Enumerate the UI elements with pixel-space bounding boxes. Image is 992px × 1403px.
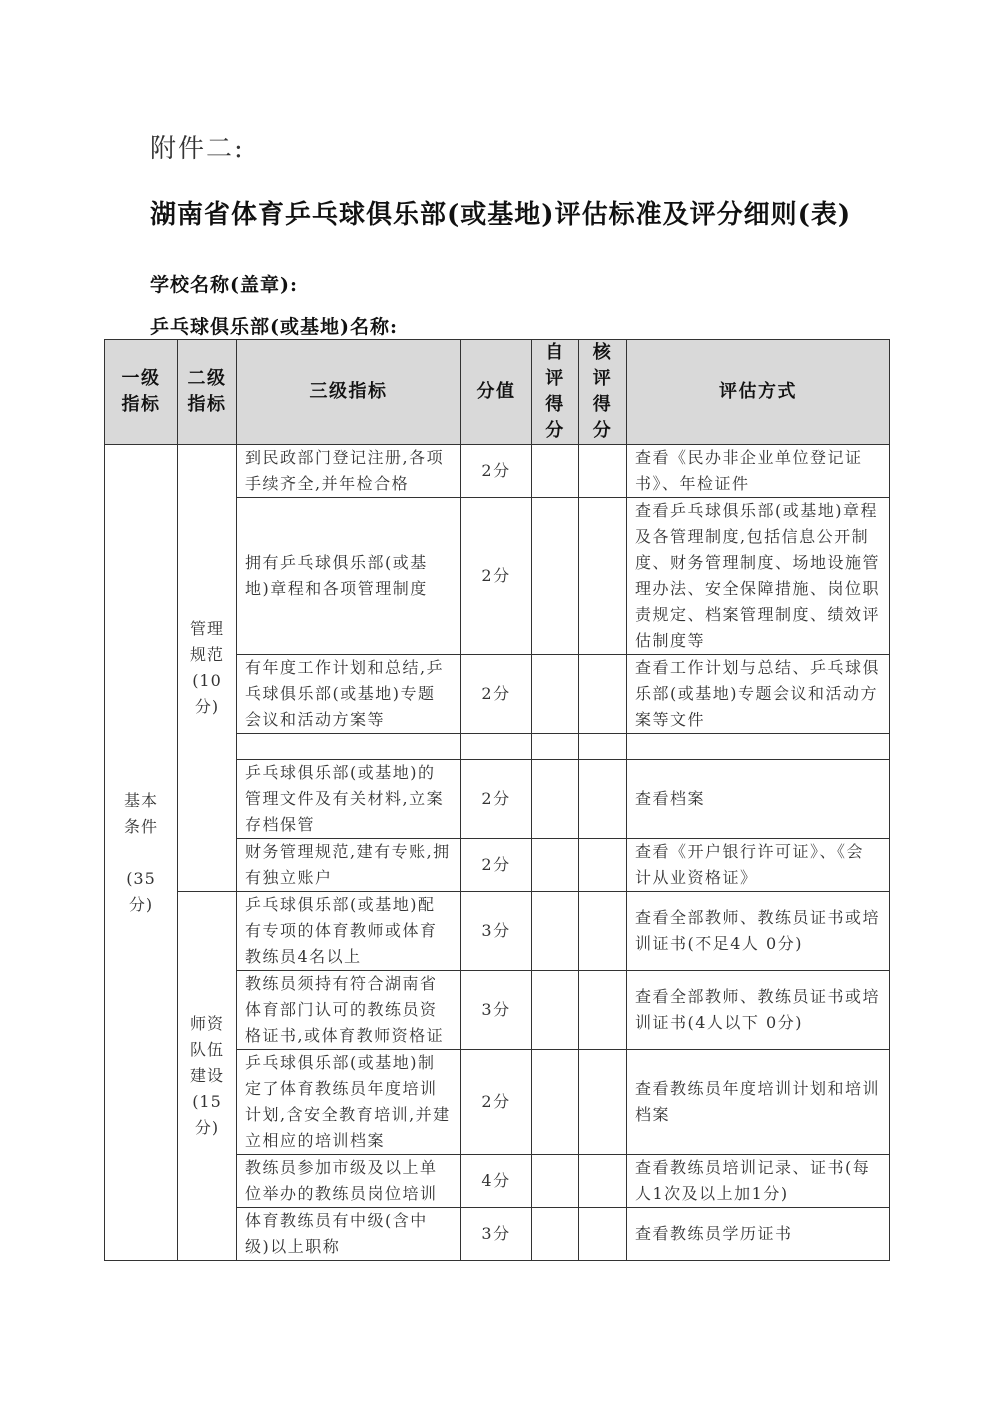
indicator-cell: 到民政部门登记注册,各项手续齐全,并年检合格 (237, 445, 461, 498)
indicator-cell (237, 734, 461, 760)
table-header-row (105, 340, 890, 445)
check-score-cell[interactable] (579, 445, 627, 498)
method-cell: 查看《民办非企业单位登记证书》、年检证件 (627, 445, 890, 498)
check-score-cell[interactable] (579, 655, 627, 734)
level1-basic-conditions: 基本 条件 (35 分) (105, 445, 178, 1261)
score-cell: 2分 (461, 839, 532, 892)
self-score-cell[interactable] (532, 971, 579, 1050)
header-self-score: 自 评 得 分 (532, 340, 579, 445)
check-score-cell[interactable] (579, 760, 627, 839)
method-cell (627, 734, 890, 760)
check-score-cell[interactable] (579, 1155, 627, 1208)
method-cell: 查看乒乓球俱乐部(或基地)章程及各管理制度,包括信息公开制度、财务管理制度、场地设施管理办法、安全保障措施、岗位职责规定、档案管理制度、绩效评估制度等 (627, 498, 890, 655)
table-row (105, 892, 890, 971)
score-cell: 2分 (461, 760, 532, 839)
header-score: 分值 (461, 340, 532, 445)
evaluation-table (104, 339, 890, 1261)
score-cell: 2分 (461, 1050, 532, 1155)
indicator-cell: 财务管理规范,建有专账,拥有独立账户 (237, 839, 461, 892)
self-score-cell[interactable] (532, 1208, 579, 1261)
check-score-cell[interactable] (579, 498, 627, 655)
method-cell: 查看全部教师、教练员证书或培训证书(不足4人 0分) (627, 892, 890, 971)
self-score-cell[interactable] (532, 760, 579, 839)
self-score-cell[interactable] (532, 445, 579, 498)
method-cell: 查看档案 (627, 760, 890, 839)
indicator-cell: 乒乓球俱乐部(或基地)制定了体育教练员年度培训计划,含安全教育培训,并建立相应的培训档案 (237, 1050, 461, 1155)
method-cell: 查看全部教师、教练员证书或培训证书(4人以下 0分) (627, 971, 890, 1050)
score-cell (461, 734, 532, 760)
self-score-cell[interactable] (532, 734, 579, 760)
indicator-cell: 教练员参加市级及以上单位举办的教练员岗位培训 (237, 1155, 461, 1208)
score-cell: 2分 (461, 655, 532, 734)
header-level2: 二级 指标 (178, 340, 237, 445)
header-check-score: 核 评 得 分 (579, 340, 627, 445)
header-level1: 一级 指标 (105, 340, 178, 445)
indicator-cell: 拥有乒乓球俱乐部(或基地)章程和各项管理制度 (237, 498, 461, 655)
self-score-cell[interactable] (532, 1155, 579, 1208)
score-cell: 2分 (461, 445, 532, 498)
score-cell: 3分 (461, 892, 532, 971)
self-score-cell[interactable] (532, 892, 579, 971)
level2-management: 管理 规范 (10 分) (178, 445, 237, 892)
check-score-cell[interactable] (579, 839, 627, 892)
annex-label: 附件二: (150, 134, 245, 164)
score-cell: 2分 (461, 498, 532, 655)
self-score-cell[interactable] (532, 839, 579, 892)
self-score-cell[interactable] (532, 498, 579, 655)
method-cell: 查看教练员年度培训计划和培训档案 (627, 1050, 890, 1155)
club-name-label: 乒乓球俱乐部(或基地)名称: (150, 316, 398, 338)
indicator-cell: 乒乓球俱乐部(或基地)的管理文件及有关材料,立案存档保管 (237, 760, 461, 839)
check-score-cell[interactable] (579, 971, 627, 1050)
check-score-cell[interactable] (579, 1208, 627, 1261)
method-cell: 查看工作计划与总结、乒乓球俱乐部(或基地)专题会议和活动方案等文件 (627, 655, 890, 734)
indicator-cell: 有年度工作计划和总结,乒乓球俱乐部(或基地)专题会议和活动方案等 (237, 655, 461, 734)
document-title: 湖南省体育乒乓球俱乐部(或基地)评估标准及评分细则(表) (150, 200, 852, 230)
check-score-cell[interactable] (579, 1050, 627, 1155)
indicator-cell: 教练员须持有符合湖南省体育部门认可的教练员资格证书,或体育教师资格证 (237, 971, 461, 1050)
method-cell: 查看教练员培训记录、证书(每人1次及以上加1分) (627, 1155, 890, 1208)
table-row (105, 445, 890, 498)
level2-teaching-staff: 师资 队伍 建设 (15 分) (178, 892, 237, 1261)
self-score-cell[interactable] (532, 655, 579, 734)
indicator-cell: 乒乓球俱乐部(或基地)配有专项的体育教师或体育教练员4名以上 (237, 892, 461, 971)
method-cell: 查看教练员学历证书 (627, 1208, 890, 1261)
score-cell: 3分 (461, 1208, 532, 1261)
method-cell: 查看《开户银行许可证》、《会计从业资格证》 (627, 839, 890, 892)
score-cell: 3分 (461, 971, 532, 1050)
header-level3: 三级指标 (237, 340, 461, 445)
self-score-cell[interactable] (532, 1050, 579, 1155)
header-method: 评估方式 (627, 340, 890, 445)
score-cell: 4分 (461, 1155, 532, 1208)
check-score-cell[interactable] (579, 892, 627, 971)
indicator-cell: 体育教练员有中级(含中级)以上职称 (237, 1208, 461, 1261)
check-score-cell[interactable] (579, 734, 627, 760)
school-name-label: 学校名称(盖章): (150, 274, 298, 296)
